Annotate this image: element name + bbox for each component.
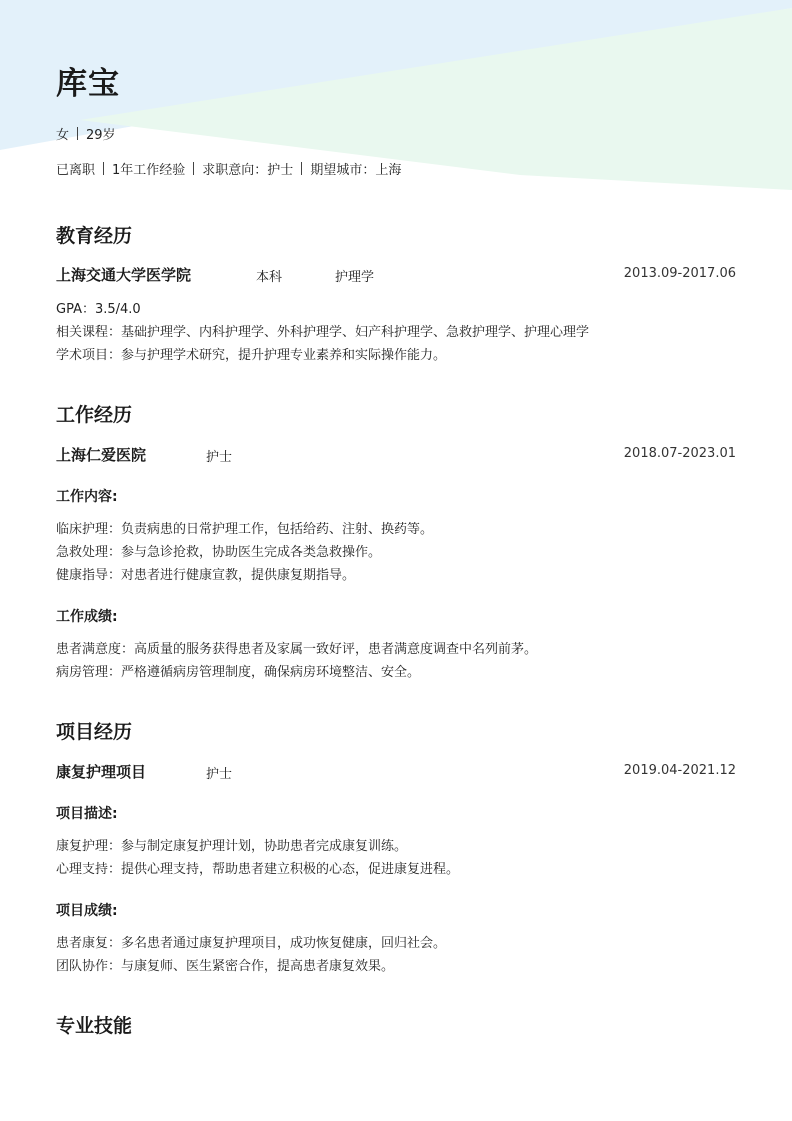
project-desc-title: 项目描述: <box>56 806 118 822</box>
work-content-list <box>56 518 746 587</box>
company-name: 上海仁爱医院 <box>56 446 147 464</box>
candidate-name: 库宝 <box>56 66 120 102</box>
degree: 本科 <box>256 270 283 285</box>
separator <box>77 127 78 140</box>
project-role: 护士 <box>206 767 233 782</box>
basic-info-row <box>56 124 116 143</box>
work-entry <box>56 444 736 466</box>
separator <box>193 162 194 175</box>
work-content-item: 急救处理：参与急诊抢救，协助医生完成各类急救操作。 <box>56 545 382 560</box>
project-results-title: 项目成绩: <box>56 903 118 919</box>
work-heading: 工作经历 <box>56 404 133 426</box>
work-date: 2018.07-2023.01 <box>623 446 736 461</box>
education-entry <box>56 264 736 286</box>
education-heading: 教育经历 <box>56 225 133 247</box>
project-results-list <box>56 932 746 978</box>
work-content-item: 临床护理：负责病患的日常护理工作，包括给药、注射、换药等。 <box>56 522 434 537</box>
work-role: 护士 <box>206 450 233 465</box>
education-details <box>56 298 746 367</box>
age: 29岁 <box>86 128 116 143</box>
school-name: 上海交通大学医学院 <box>56 266 192 284</box>
education-detail: 学术项目：参与护理学术研究，提升护理专业素养和实际操作能力。 <box>56 348 447 363</box>
work-result-item: 病房管理：严格遵循病房管理制度，确保病房环境整洁、安全。 <box>56 665 421 680</box>
project-desc-list <box>56 835 746 881</box>
employment-status: 已离职 <box>56 163 96 178</box>
project-entry <box>56 761 736 783</box>
major: 护理学 <box>335 270 375 285</box>
separator <box>301 162 302 175</box>
education-detail: GPA：3.5/4.0 <box>56 302 141 317</box>
project-desc-item: 心理支持：提供心理支持，帮助患者建立积极的心态，促进康复进程。 <box>56 862 460 877</box>
work-result-item: 患者满意度：高质量的服务获得患者及家属一致好评，患者满意度调查中名列前茅。 <box>56 642 538 657</box>
project-name: 康复护理项目 <box>56 763 147 781</box>
project-result-item: 患者康复：多名患者通过康复护理项目，成功恢复健康，回归社会。 <box>56 936 447 951</box>
job-info-row <box>56 159 401 178</box>
work-results-title: 工作成绩: <box>56 609 118 625</box>
gender: 女 <box>56 128 70 143</box>
project-date: 2019.04-2021.12 <box>623 763 736 778</box>
education-detail: 相关课程：基础护理学、内科护理学、外科护理学、妇产科护理学、急救护理学、护理心理学 <box>56 325 590 340</box>
work-content-title: 工作内容: <box>56 489 118 505</box>
project-desc-item: 康复护理：参与制定康复护理计划，协助患者完成康复训练。 <box>56 839 408 854</box>
separator <box>103 162 104 175</box>
project-heading: 项目经历 <box>56 721 133 743</box>
education-date: 2013.09-2017.06 <box>623 266 736 281</box>
work-results-list <box>56 638 746 684</box>
work-content-item: 健康指导：对患者进行健康宣教，提供康复期指导。 <box>56 568 356 583</box>
skills-heading: 专业技能 <box>56 1015 133 1037</box>
work-experience: 1年工作经验 <box>112 163 186 178</box>
expected-city: 期望城市：上海 <box>310 163 402 178</box>
project-result-item: 团队协作：与康复师、医生紧密合作，提高患者康复效果。 <box>56 959 395 974</box>
job-intention: 求职意向：护士 <box>202 163 294 178</box>
